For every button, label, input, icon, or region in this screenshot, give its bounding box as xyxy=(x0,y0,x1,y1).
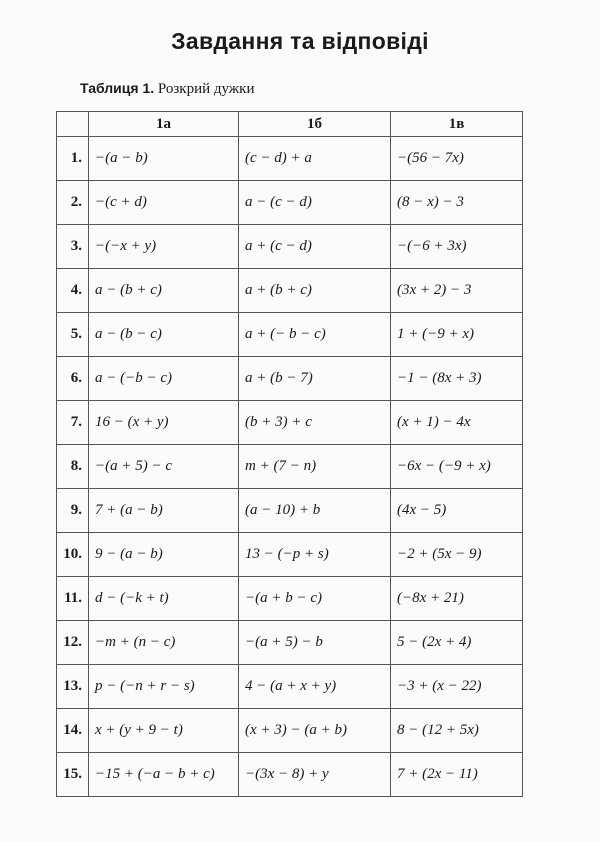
cell-1a: a − (b + c) xyxy=(89,269,239,313)
cell-1a: −15 + (−a − b + c) xyxy=(89,753,239,797)
table-row xyxy=(57,709,523,753)
header-1b: 1б xyxy=(239,112,391,137)
cell-1v: 1 + (−9 + x) xyxy=(391,313,523,357)
table-row xyxy=(57,445,523,489)
cell-1b: a + (− b − c) xyxy=(239,313,391,357)
row-number: 6. xyxy=(57,357,89,401)
cell-1a: d − (−k + t) xyxy=(89,577,239,621)
cell-1b: −(a + b − c) xyxy=(239,577,391,621)
cell-1b: m + (7 − n) xyxy=(239,445,391,489)
table-header-row xyxy=(57,112,523,137)
cell-1a: −(c + d) xyxy=(89,181,239,225)
cell-1v: −3 + (x − 22) xyxy=(391,665,523,709)
table-row xyxy=(57,533,523,577)
cell-1a: −m + (n − c) xyxy=(89,621,239,665)
cell-1a: −(a + 5) − c xyxy=(89,445,239,489)
cell-1b: (x + 3) − (a + b) xyxy=(239,709,391,753)
cell-1b: (a − 10) + b xyxy=(239,489,391,533)
table-row xyxy=(57,357,523,401)
cell-1b: (c − d) + a xyxy=(239,137,391,181)
cell-1a: 7 + (a − b) xyxy=(89,489,239,533)
table-row xyxy=(57,577,523,621)
page-title: Завдання та відповіді xyxy=(171,28,429,54)
row-number: 14. xyxy=(57,709,89,753)
cell-1b: a − (c − d) xyxy=(239,181,391,225)
cell-1a: a − (b − c) xyxy=(89,313,239,357)
cell-1v: 5 − (2x + 4) xyxy=(391,621,523,665)
cell-1v: −(−6 + 3x) xyxy=(391,225,523,269)
table-row xyxy=(57,137,523,181)
table-row xyxy=(57,225,523,269)
cell-1b: a + (c − d) xyxy=(239,225,391,269)
cell-1v: −(56 − 7x) xyxy=(391,137,523,181)
table-caption-label: Таблиця 1. xyxy=(80,80,155,96)
cell-1v: (3x + 2) − 3 xyxy=(391,269,523,313)
cell-1v: (4x − 5) xyxy=(391,489,523,533)
cell-1a: −(a − b) xyxy=(89,137,239,181)
row-number: 13. xyxy=(57,665,89,709)
exercises-table xyxy=(56,111,523,797)
cell-1a: −(−x + y) xyxy=(89,225,239,269)
table-row xyxy=(57,181,523,225)
row-number: 5. xyxy=(57,313,89,357)
table-row xyxy=(57,665,523,709)
cell-1a: a − (−b − c) xyxy=(89,357,239,401)
row-number: 12. xyxy=(57,621,89,665)
cell-1v: (−8x + 21) xyxy=(391,577,523,621)
row-number: 2. xyxy=(57,181,89,225)
row-number: 10. xyxy=(57,533,89,577)
cell-1a: 16 − (x + y) xyxy=(89,401,239,445)
cell-1v: −2 + (5x − 9) xyxy=(391,533,523,577)
cell-1v: (x + 1) − 4x xyxy=(391,401,523,445)
table-row xyxy=(57,313,523,357)
cell-1b: −(3x − 8) + y xyxy=(239,753,391,797)
cell-1b: a + (b + c) xyxy=(239,269,391,313)
cell-1a: p − (−n + r − s) xyxy=(89,665,239,709)
header-1a: 1а xyxy=(89,112,239,137)
table-row xyxy=(57,753,523,797)
table-caption xyxy=(80,80,255,98)
table-row xyxy=(57,401,523,445)
row-number: 1. xyxy=(57,137,89,181)
cell-1b: (b + 3) + c xyxy=(239,401,391,445)
table-row xyxy=(57,269,523,313)
header-num xyxy=(57,112,89,137)
cell-1a: 9 − (a − b) xyxy=(89,533,239,577)
cell-1b: 4 − (a + x + y) xyxy=(239,665,391,709)
row-number: 11. xyxy=(57,577,89,621)
header-1v: 1в xyxy=(391,112,523,137)
row-number: 8. xyxy=(57,445,89,489)
table-caption-text: Розкрий дужки xyxy=(154,81,255,97)
row-number: 7. xyxy=(57,401,89,445)
cell-1v: −1 − (8x + 3) xyxy=(391,357,523,401)
row-number: 4. xyxy=(57,269,89,313)
cell-1b: −(a + 5) − b xyxy=(239,621,391,665)
cell-1v: 8 − (12 + 5x) xyxy=(391,709,523,753)
cell-1v: 7 + (2x − 11) xyxy=(391,753,523,797)
cell-1v: (8 − x) − 3 xyxy=(391,181,523,225)
table-row xyxy=(57,489,523,533)
cell-1a: x + (y + 9 − t) xyxy=(89,709,239,753)
table-body xyxy=(57,137,523,797)
cell-1v: −6x − (−9 + x) xyxy=(391,445,523,489)
row-number: 3. xyxy=(57,225,89,269)
cell-1b: a + (b − 7) xyxy=(239,357,391,401)
row-number: 9. xyxy=(57,489,89,533)
row-number: 15. xyxy=(57,753,89,797)
cell-1b: 13 − (−p + s) xyxy=(239,533,391,577)
table-row xyxy=(57,621,523,665)
